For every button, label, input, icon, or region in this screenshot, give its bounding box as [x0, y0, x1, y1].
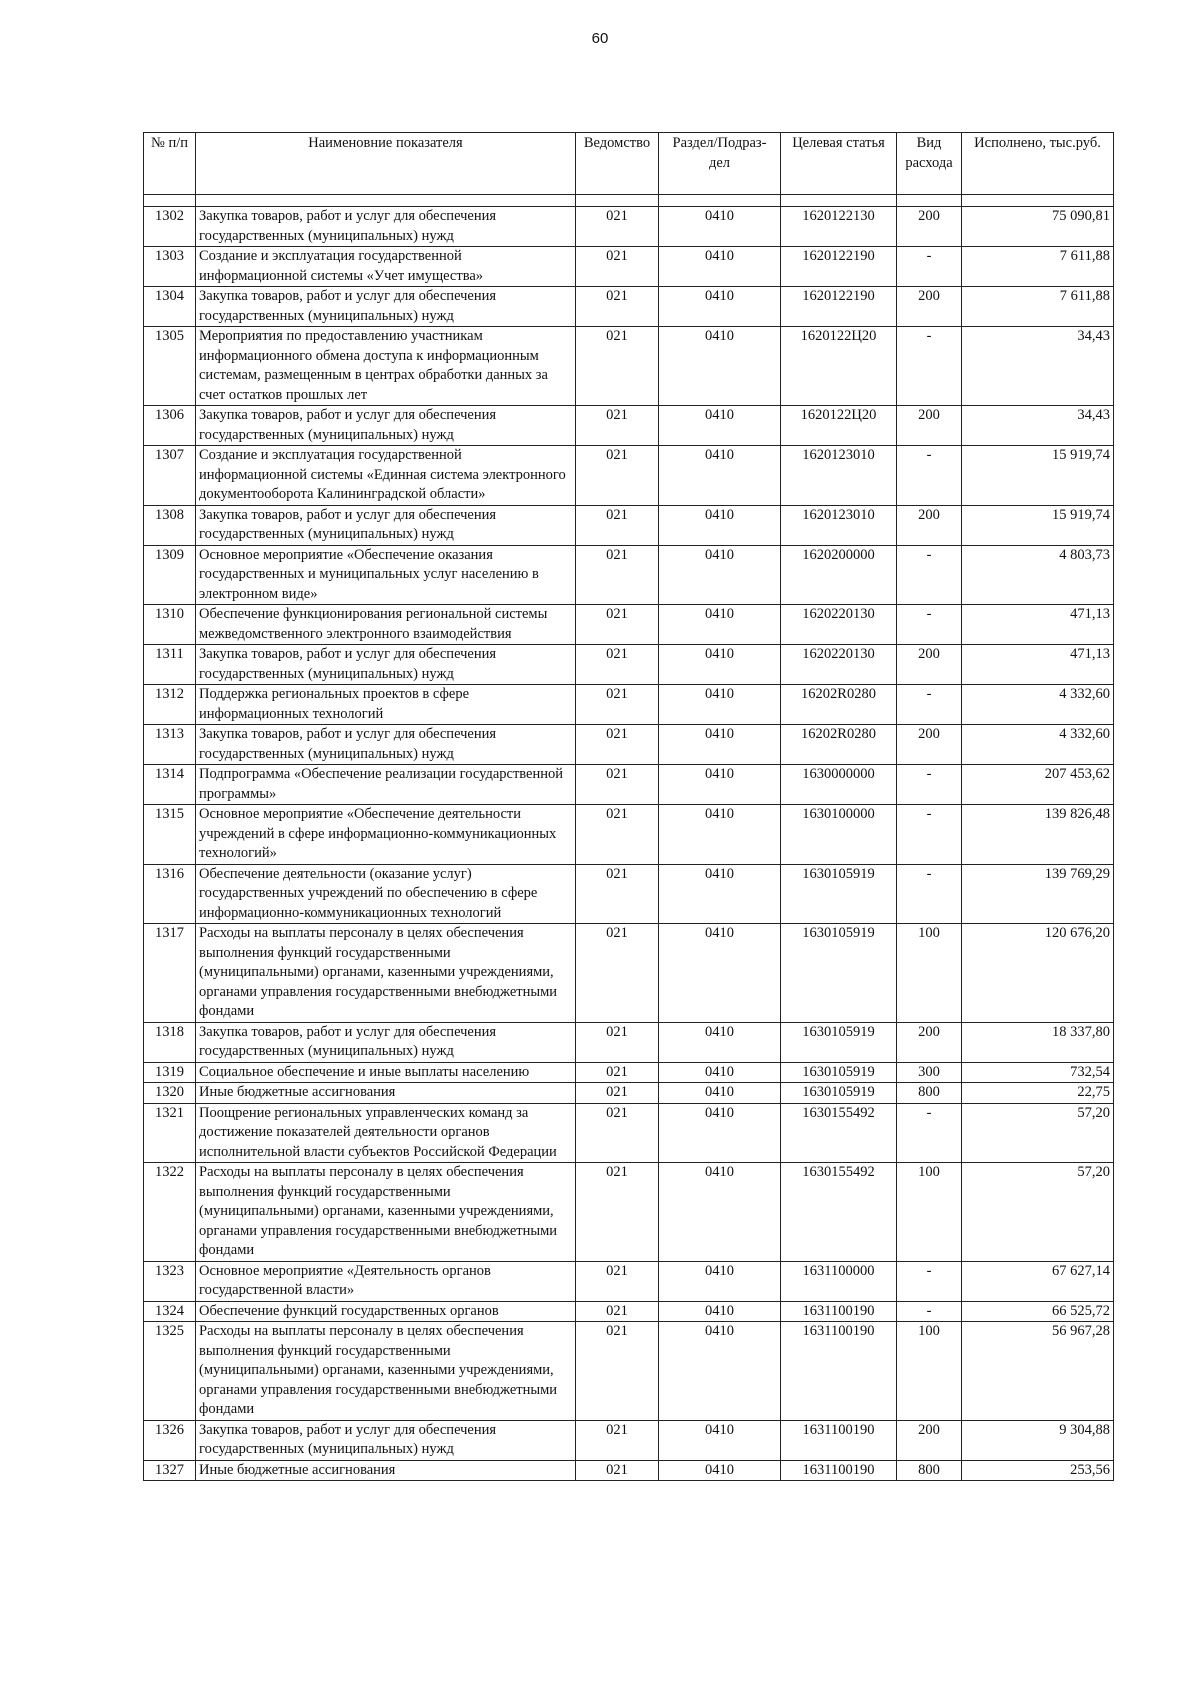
section-code: 0410 [659, 725, 781, 765]
section-code: 0410 [659, 287, 781, 327]
department-code: 021 [576, 1062, 659, 1083]
header-section: Раздел/Подраз-дел [659, 133, 781, 195]
indicator-name: Иные бюджетные ассигнования [196, 1083, 576, 1104]
target-article: 1620122130 [781, 207, 897, 247]
expense-kind: - [897, 685, 962, 725]
indicator-name: Закупка товаров, работ и услуг для обеспечения государственных (муниципальных) нужд [196, 207, 576, 247]
expense-kind: - [897, 446, 962, 506]
indicator-name: Поддержка региональных проектов в сфере информационных технологий [196, 685, 576, 725]
table-header-row [144, 133, 1114, 195]
target-article: 1620122190 [781, 287, 897, 327]
department-code: 021 [576, 207, 659, 247]
expense-kind: 200 [897, 725, 962, 765]
section-code: 0410 [659, 1322, 781, 1421]
target-article: 1630000000 [781, 765, 897, 805]
department-code: 021 [576, 1163, 659, 1262]
indicator-name: Иные бюджетные ассигнования [196, 1460, 576, 1481]
row-number: 1306 [144, 406, 196, 446]
executed-amount: 139 826,48 [962, 805, 1114, 865]
executed-amount: 7 611,88 [962, 247, 1114, 287]
target-article: 1620122Ц20 [781, 406, 897, 446]
executed-amount: 34,43 [962, 327, 1114, 406]
budget-table [143, 132, 1114, 1481]
table-row [144, 1261, 1114, 1301]
row-number: 1313 [144, 725, 196, 765]
row-number: 1322 [144, 1163, 196, 1262]
section-code: 0410 [659, 1103, 781, 1163]
executed-amount: 18 337,80 [962, 1022, 1114, 1062]
executed-amount: 75 090,81 [962, 207, 1114, 247]
row-number: 1311 [144, 645, 196, 685]
executed-amount: 4 332,60 [962, 725, 1114, 765]
header-amount: Исполнено, тыс.руб. [962, 133, 1114, 195]
header-dept: Ведомство [576, 133, 659, 195]
table-row [144, 1083, 1114, 1104]
executed-amount: 471,13 [962, 645, 1114, 685]
executed-amount: 4 803,73 [962, 545, 1114, 605]
department-code: 021 [576, 247, 659, 287]
indicator-name: Закупка товаров, работ и услуг для обеспечения государственных (муниципальных) нужд [196, 287, 576, 327]
executed-amount: 15 919,74 [962, 446, 1114, 506]
indicator-name: Создание и эксплуатация государственной информационной системы «Учет имущества» [196, 247, 576, 287]
indicator-name: Закупка товаров, работ и услуг для обеспечения государственных (муниципальных) нужд [196, 1420, 576, 1460]
target-article: 1630105919 [781, 1062, 897, 1083]
row-number: 1309 [144, 545, 196, 605]
target-article: 1620220130 [781, 645, 897, 685]
table-row [144, 725, 1114, 765]
section-code: 0410 [659, 446, 781, 506]
executed-amount: 120 676,20 [962, 924, 1114, 1023]
section-code: 0410 [659, 406, 781, 446]
row-number: 1310 [144, 605, 196, 645]
row-number: 1324 [144, 1301, 196, 1322]
header-name: Наименовние показателя [196, 133, 576, 195]
department-code: 021 [576, 406, 659, 446]
table-body [144, 207, 1114, 1481]
header-kind: Вид расхода [897, 133, 962, 195]
page-number: 60 [591, 30, 609, 47]
section-code: 0410 [659, 1022, 781, 1062]
executed-amount: 15 919,74 [962, 505, 1114, 545]
target-article: 1630100000 [781, 805, 897, 865]
row-number: 1317 [144, 924, 196, 1023]
section-code: 0410 [659, 327, 781, 406]
expense-kind: 200 [897, 1022, 962, 1062]
section-code: 0410 [659, 924, 781, 1023]
expense-kind: 800 [897, 1460, 962, 1481]
expense-kind: - [897, 864, 962, 924]
section-code: 0410 [659, 545, 781, 605]
executed-amount: 57,20 [962, 1103, 1114, 1163]
target-article: 1631100190 [781, 1420, 897, 1460]
indicator-name: Обеспечение функционирования региональной системы межведомственного электронного взаимодействия [196, 605, 576, 645]
indicator-name: Мероприятия по предоставлению участникам информационного обмена доступа к информационным системам, размещенным в центрах обработки данных за счет остатков прошлых лет [196, 327, 576, 406]
indicator-name: Создание и эксплуатация государственной информационной системы «Единная система электронного документооборота Калининградской области» [196, 446, 576, 506]
department-code: 021 [576, 327, 659, 406]
expense-kind: 200 [897, 406, 962, 446]
indicator-name: Расходы на выплаты персоналу в целях обеспечения выполнения функций государственными (муниципальными) органами, казенными учреждениями, органами управления государственными внебюджетными фондами [196, 924, 576, 1023]
row-number: 1307 [144, 446, 196, 506]
target-article: 1620122190 [781, 247, 897, 287]
section-code: 0410 [659, 1261, 781, 1301]
section-code: 0410 [659, 805, 781, 865]
expense-kind: 800 [897, 1083, 962, 1104]
department-code: 021 [576, 1083, 659, 1104]
executed-amount: 7 611,88 [962, 287, 1114, 327]
table-row [144, 287, 1114, 327]
department-code: 021 [576, 864, 659, 924]
section-code: 0410 [659, 1301, 781, 1322]
expense-kind: 200 [897, 287, 962, 327]
table-row [144, 406, 1114, 446]
department-code: 021 [576, 1022, 659, 1062]
department-code: 021 [576, 1322, 659, 1421]
expense-kind: 200 [897, 505, 962, 545]
indicator-name: Расходы на выплаты персоналу в целях обеспечения выполнения функций государственными (муниципальными) органами, казенными учреждениями, органами управления государственными внебюджетными фондами [196, 1322, 576, 1421]
target-article: 1620122Ц20 [781, 327, 897, 406]
department-code: 021 [576, 1301, 659, 1322]
expense-kind: - [897, 247, 962, 287]
target-article: 1630105919 [781, 924, 897, 1023]
expense-kind: - [897, 805, 962, 865]
expense-kind: - [897, 327, 962, 406]
table-row [144, 545, 1114, 605]
row-number: 1318 [144, 1022, 196, 1062]
table-row [144, 924, 1114, 1023]
department-code: 021 [576, 685, 659, 725]
expense-kind: 100 [897, 1163, 962, 1262]
table-row [144, 805, 1114, 865]
executed-amount: 207 453,62 [962, 765, 1114, 805]
table-row [144, 1460, 1114, 1481]
executed-amount: 22,75 [962, 1083, 1114, 1104]
indicator-name: Основное мероприятие «Обеспечение деятельности учреждений в сфере информационно-коммуникационных технологий» [196, 805, 576, 865]
section-code: 0410 [659, 605, 781, 645]
executed-amount: 4 332,60 [962, 685, 1114, 725]
executed-amount: 732,54 [962, 1062, 1114, 1083]
expense-kind: 200 [897, 207, 962, 247]
target-article: 1630155492 [781, 1163, 897, 1262]
department-code: 021 [576, 725, 659, 765]
department-code: 021 [576, 545, 659, 605]
section-code: 0410 [659, 247, 781, 287]
indicator-name: Обеспечение деятельности (оказание услуг) государственных учреждений по обеспечению в сфере информационно-коммуникационных технологий [196, 864, 576, 924]
section-code: 0410 [659, 1062, 781, 1083]
target-article: 1631100190 [781, 1460, 897, 1481]
expense-kind: 100 [897, 1322, 962, 1421]
expense-kind: 100 [897, 924, 962, 1023]
target-article: 1631100000 [781, 1261, 897, 1301]
indicator-name: Поощрение региональных управленческих команд за достижение показателей деятельности органов исполнительной власти субъектов Российской Федерации [196, 1103, 576, 1163]
department-code: 021 [576, 446, 659, 506]
section-code: 0410 [659, 685, 781, 725]
target-article: 1630105919 [781, 1022, 897, 1062]
table-row [144, 864, 1114, 924]
row-number: 1312 [144, 685, 196, 725]
department-code: 021 [576, 287, 659, 327]
section-code: 0410 [659, 505, 781, 545]
table-row [144, 247, 1114, 287]
section-code: 0410 [659, 1420, 781, 1460]
row-number: 1323 [144, 1261, 196, 1301]
row-number: 1302 [144, 207, 196, 247]
table-row [144, 1062, 1114, 1083]
section-code: 0410 [659, 207, 781, 247]
department-code: 021 [576, 1261, 659, 1301]
expense-kind: - [897, 765, 962, 805]
header-num: № п/п [144, 133, 196, 195]
indicator-name: Закупка товаров, работ и услуг для обеспечения государственных (муниципальных) нужд [196, 725, 576, 765]
table-row [144, 446, 1114, 506]
expense-kind: 300 [897, 1062, 962, 1083]
table-row [144, 605, 1114, 645]
header-target: Целевая статья [781, 133, 897, 195]
row-number: 1319 [144, 1062, 196, 1083]
section-code: 0410 [659, 1083, 781, 1104]
executed-amount: 57,20 [962, 1163, 1114, 1262]
indicator-name: Закупка товаров, работ и услуг для обеспечения государственных (муниципальных) нужд [196, 645, 576, 685]
expense-kind: - [897, 605, 962, 645]
row-number: 1326 [144, 1420, 196, 1460]
section-code: 0410 [659, 645, 781, 685]
target-article: 1630105919 [781, 1083, 897, 1104]
indicator-name: Закупка товаров, работ и услуг для обеспечения государственных (муниципальных) нужд [196, 1022, 576, 1062]
target-article: 1620200000 [781, 545, 897, 605]
department-code: 021 [576, 505, 659, 545]
department-code: 021 [576, 1103, 659, 1163]
table-row [144, 1301, 1114, 1322]
table-row [144, 1420, 1114, 1460]
table-row [144, 327, 1114, 406]
row-number: 1325 [144, 1322, 196, 1421]
executed-amount: 34,43 [962, 406, 1114, 446]
expense-kind: - [897, 1261, 962, 1301]
department-code: 021 [576, 1420, 659, 1460]
indicator-name: Закупка товаров, работ и услуг для обеспечения государственных (муниципальных) нужд [196, 406, 576, 446]
target-article: 1630105919 [781, 864, 897, 924]
department-code: 021 [576, 605, 659, 645]
table-row [144, 207, 1114, 247]
target-article: 1630155492 [781, 1103, 897, 1163]
row-number: 1315 [144, 805, 196, 865]
indicator-name: Основное мероприятие «Обеспечение оказания государственных и муниципальных услуг населению в электронном виде» [196, 545, 576, 605]
target-article: 16202R0280 [781, 725, 897, 765]
expense-kind: - [897, 545, 962, 605]
expense-kind: - [897, 1301, 962, 1322]
expense-kind: 200 [897, 645, 962, 685]
table-row [144, 1103, 1114, 1163]
target-article: 1631100190 [781, 1301, 897, 1322]
row-number: 1305 [144, 327, 196, 406]
target-article: 16202R0280 [781, 685, 897, 725]
row-number: 1304 [144, 287, 196, 327]
expense-kind: 200 [897, 1420, 962, 1460]
department-code: 021 [576, 1460, 659, 1481]
indicator-name: Обеспечение функций государственных органов [196, 1301, 576, 1322]
executed-amount: 56 967,28 [962, 1322, 1114, 1421]
executed-amount: 67 627,14 [962, 1261, 1114, 1301]
row-number: 1320 [144, 1083, 196, 1104]
section-code: 0410 [659, 1163, 781, 1262]
table-row [144, 505, 1114, 545]
indicator-name: Основное мероприятие «Деятельность органов государственной власти» [196, 1261, 576, 1301]
indicator-name: Подпрограмма «Обеспечение реализации государственной программы» [196, 765, 576, 805]
department-code: 021 [576, 924, 659, 1023]
section-code: 0410 [659, 765, 781, 805]
row-number: 1316 [144, 864, 196, 924]
indicator-name: Социальное обеспечение и иные выплаты населению [196, 1062, 576, 1083]
department-code: 021 [576, 805, 659, 865]
row-number: 1303 [144, 247, 196, 287]
indicator-name: Закупка товаров, работ и услуг для обеспечения государственных (муниципальных) нужд [196, 505, 576, 545]
executed-amount: 66 525,72 [962, 1301, 1114, 1322]
department-code: 021 [576, 765, 659, 805]
section-code: 0410 [659, 1460, 781, 1481]
section-code: 0410 [659, 864, 781, 924]
row-number: 1308 [144, 505, 196, 545]
executed-amount: 9 304,88 [962, 1420, 1114, 1460]
target-article: 1620220130 [781, 605, 897, 645]
table-row [144, 1163, 1114, 1262]
target-article: 1631100190 [781, 1322, 897, 1421]
table-row [144, 645, 1114, 685]
row-number: 1314 [144, 765, 196, 805]
table-row [144, 1022, 1114, 1062]
table-row [144, 685, 1114, 725]
header-spacer-row [144, 195, 1114, 207]
executed-amount: 471,13 [962, 605, 1114, 645]
indicator-name: Расходы на выплаты персоналу в целях обеспечения выполнения функций государственными (муниципальными) органами, казенными учреждениями, органами управления государственными внебюджетными фондами [196, 1163, 576, 1262]
table-row [144, 765, 1114, 805]
department-code: 021 [576, 645, 659, 685]
target-article: 1620123010 [781, 505, 897, 545]
target-article: 1620123010 [781, 446, 897, 506]
executed-amount: 139 769,29 [962, 864, 1114, 924]
table-row [144, 1322, 1114, 1421]
executed-amount: 253,56 [962, 1460, 1114, 1481]
expense-kind: - [897, 1103, 962, 1163]
row-number: 1321 [144, 1103, 196, 1163]
row-number: 1327 [144, 1460, 196, 1481]
